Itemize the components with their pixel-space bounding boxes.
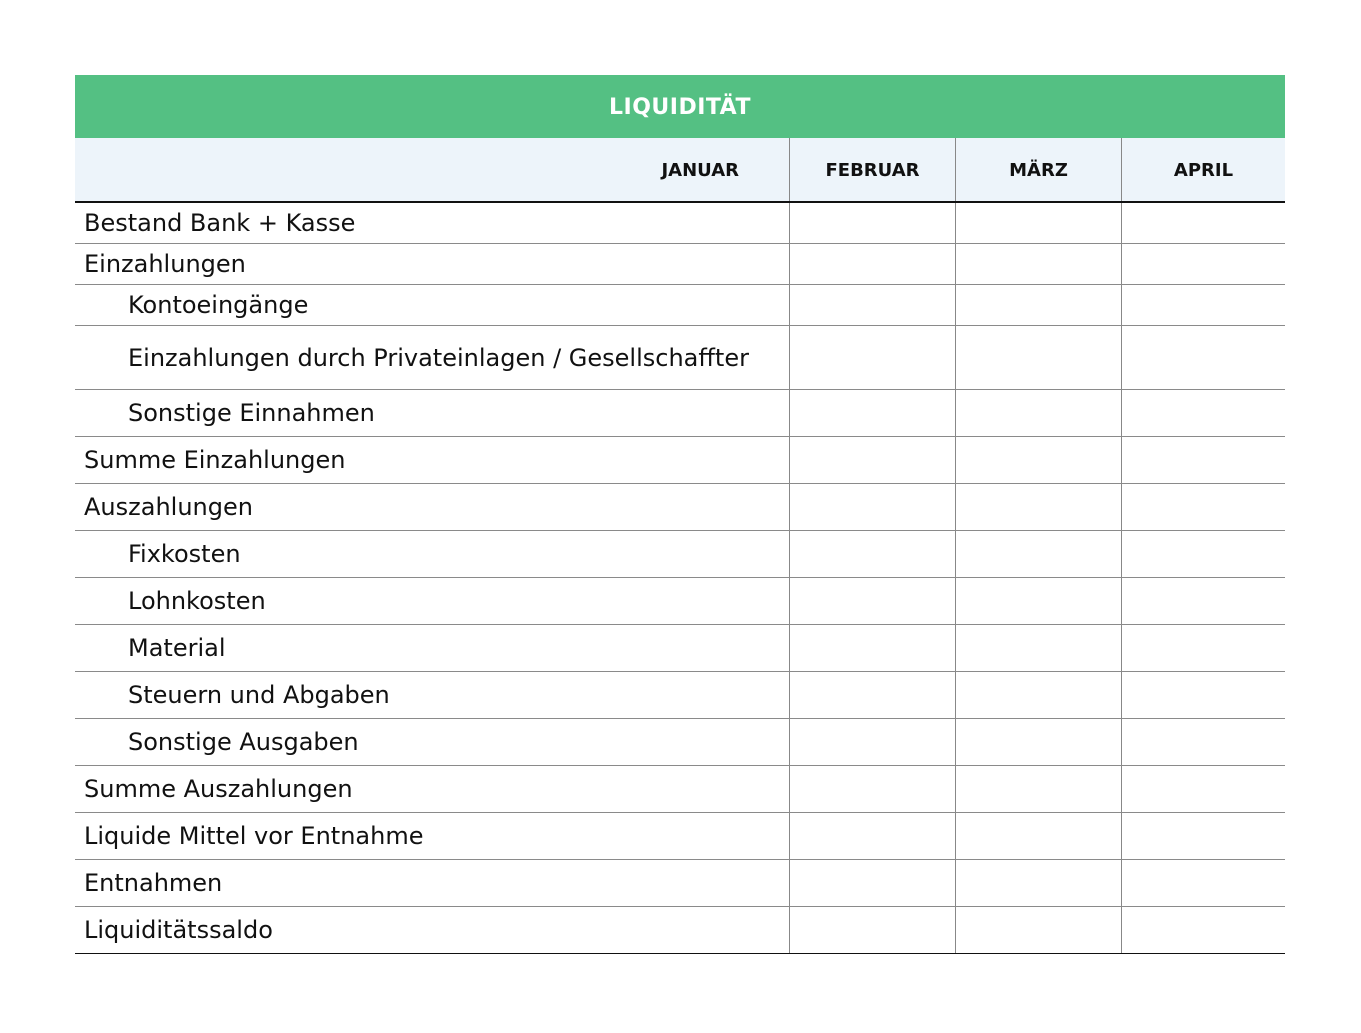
value-cell[interactable] <box>789 860 955 906</box>
value-cell[interactable] <box>955 766 1121 812</box>
table-row <box>75 326 1285 390</box>
value-cell[interactable] <box>789 203 955 243</box>
value-cell[interactable] <box>1121 531 1285 577</box>
value-cell[interactable] <box>1121 244 1285 284</box>
table-row <box>75 672 1285 719</box>
table-row <box>75 578 1285 625</box>
month-header-row <box>75 138 1285 203</box>
value-cell[interactable] <box>955 813 1121 859</box>
value-cell[interactable] <box>955 203 1121 243</box>
value-cell[interactable] <box>1121 672 1285 718</box>
table-row <box>75 907 1285 954</box>
value-cell[interactable] <box>789 672 955 718</box>
row-label: Steuern und Abgaben <box>128 681 390 709</box>
value-cell[interactable] <box>955 437 1121 483</box>
table-row <box>75 719 1285 766</box>
value-cell[interactable] <box>955 719 1121 765</box>
row-label: Einzahlungen <box>84 250 246 278</box>
value-cell[interactable] <box>789 719 955 765</box>
value-cell[interactable] <box>955 326 1121 389</box>
value-cell[interactable] <box>789 437 955 483</box>
value-cell[interactable] <box>789 484 955 530</box>
value-cell[interactable] <box>955 672 1121 718</box>
value-cell[interactable] <box>1121 390 1285 436</box>
value-cell[interactable] <box>1121 813 1285 859</box>
row-label: Sonstige Einnahmen <box>128 399 375 427</box>
value-cell[interactable] <box>1121 203 1285 243</box>
value-cell[interactable] <box>1121 766 1285 812</box>
row-label: Bestand Bank + Kasse <box>84 209 356 237</box>
value-cell[interactable] <box>955 860 1121 906</box>
value-cell[interactable] <box>1121 860 1285 906</box>
value-cell[interactable] <box>955 625 1121 671</box>
table-row <box>75 437 1285 484</box>
value-cell[interactable] <box>789 244 955 284</box>
value-cell[interactable] <box>1121 285 1285 325</box>
row-label: Entnahmen <box>84 869 223 897</box>
liquidity-table <box>75 75 1285 954</box>
value-cell[interactable] <box>955 244 1121 284</box>
table-row <box>75 484 1285 531</box>
value-cell[interactable] <box>789 390 955 436</box>
value-cell[interactable] <box>1121 719 1285 765</box>
month-header-februar: FEBRUAR <box>789 138 955 201</box>
table-body <box>75 203 1285 954</box>
row-label: Fixkosten <box>128 540 241 568</box>
row-label: Liquiditätssaldo <box>84 916 273 944</box>
month-header-januar: JANUAR <box>661 160 739 181</box>
value-cell[interactable] <box>955 390 1121 436</box>
value-cell[interactable] <box>789 531 955 577</box>
value-cell[interactable] <box>789 907 955 953</box>
value-cell[interactable] <box>955 484 1121 530</box>
value-cell[interactable] <box>955 907 1121 953</box>
value-cell[interactable] <box>789 813 955 859</box>
value-cell[interactable] <box>1121 625 1285 671</box>
row-label: Sonstige Ausgaben <box>128 728 359 756</box>
row-label: Summe Auszahlungen <box>84 775 353 803</box>
month-header-april: APRIL <box>1121 138 1285 201</box>
month-header-maerz: MÄRZ <box>955 138 1121 201</box>
value-cell[interactable] <box>955 531 1121 577</box>
row-label: Liquide Mittel vor Entnahme <box>84 822 424 850</box>
value-cell[interactable] <box>789 578 955 624</box>
table-row <box>75 531 1285 578</box>
value-cell[interactable] <box>1121 578 1285 624</box>
table-row <box>75 390 1285 437</box>
table-row <box>75 766 1285 813</box>
value-cell[interactable] <box>955 285 1121 325</box>
value-cell[interactable] <box>1121 907 1285 953</box>
row-label: Lohnkosten <box>128 587 266 615</box>
value-cell[interactable] <box>789 285 955 325</box>
table-row <box>75 625 1285 672</box>
row-label: Kontoeingänge <box>128 291 309 319</box>
row-label: Material <box>128 634 226 662</box>
value-cell[interactable] <box>1121 484 1285 530</box>
table-row <box>75 285 1285 326</box>
table-row <box>75 203 1285 244</box>
value-cell[interactable] <box>789 326 955 389</box>
value-cell[interactable] <box>1121 437 1285 483</box>
table-row <box>75 244 1285 285</box>
table-row <box>75 813 1285 860</box>
table-row <box>75 860 1285 907</box>
table-title: LIQUIDITÄT <box>75 75 1285 138</box>
row-label: Einzahlungen durch Privateinlagen / Gesellschaffter <box>128 343 749 372</box>
value-cell[interactable] <box>789 766 955 812</box>
row-label: Summe Einzahlungen <box>84 446 346 474</box>
row-label: Auszahlungen <box>84 493 253 521</box>
value-cell[interactable] <box>1121 326 1285 389</box>
value-cell[interactable] <box>955 578 1121 624</box>
value-cell[interactable] <box>789 625 955 671</box>
